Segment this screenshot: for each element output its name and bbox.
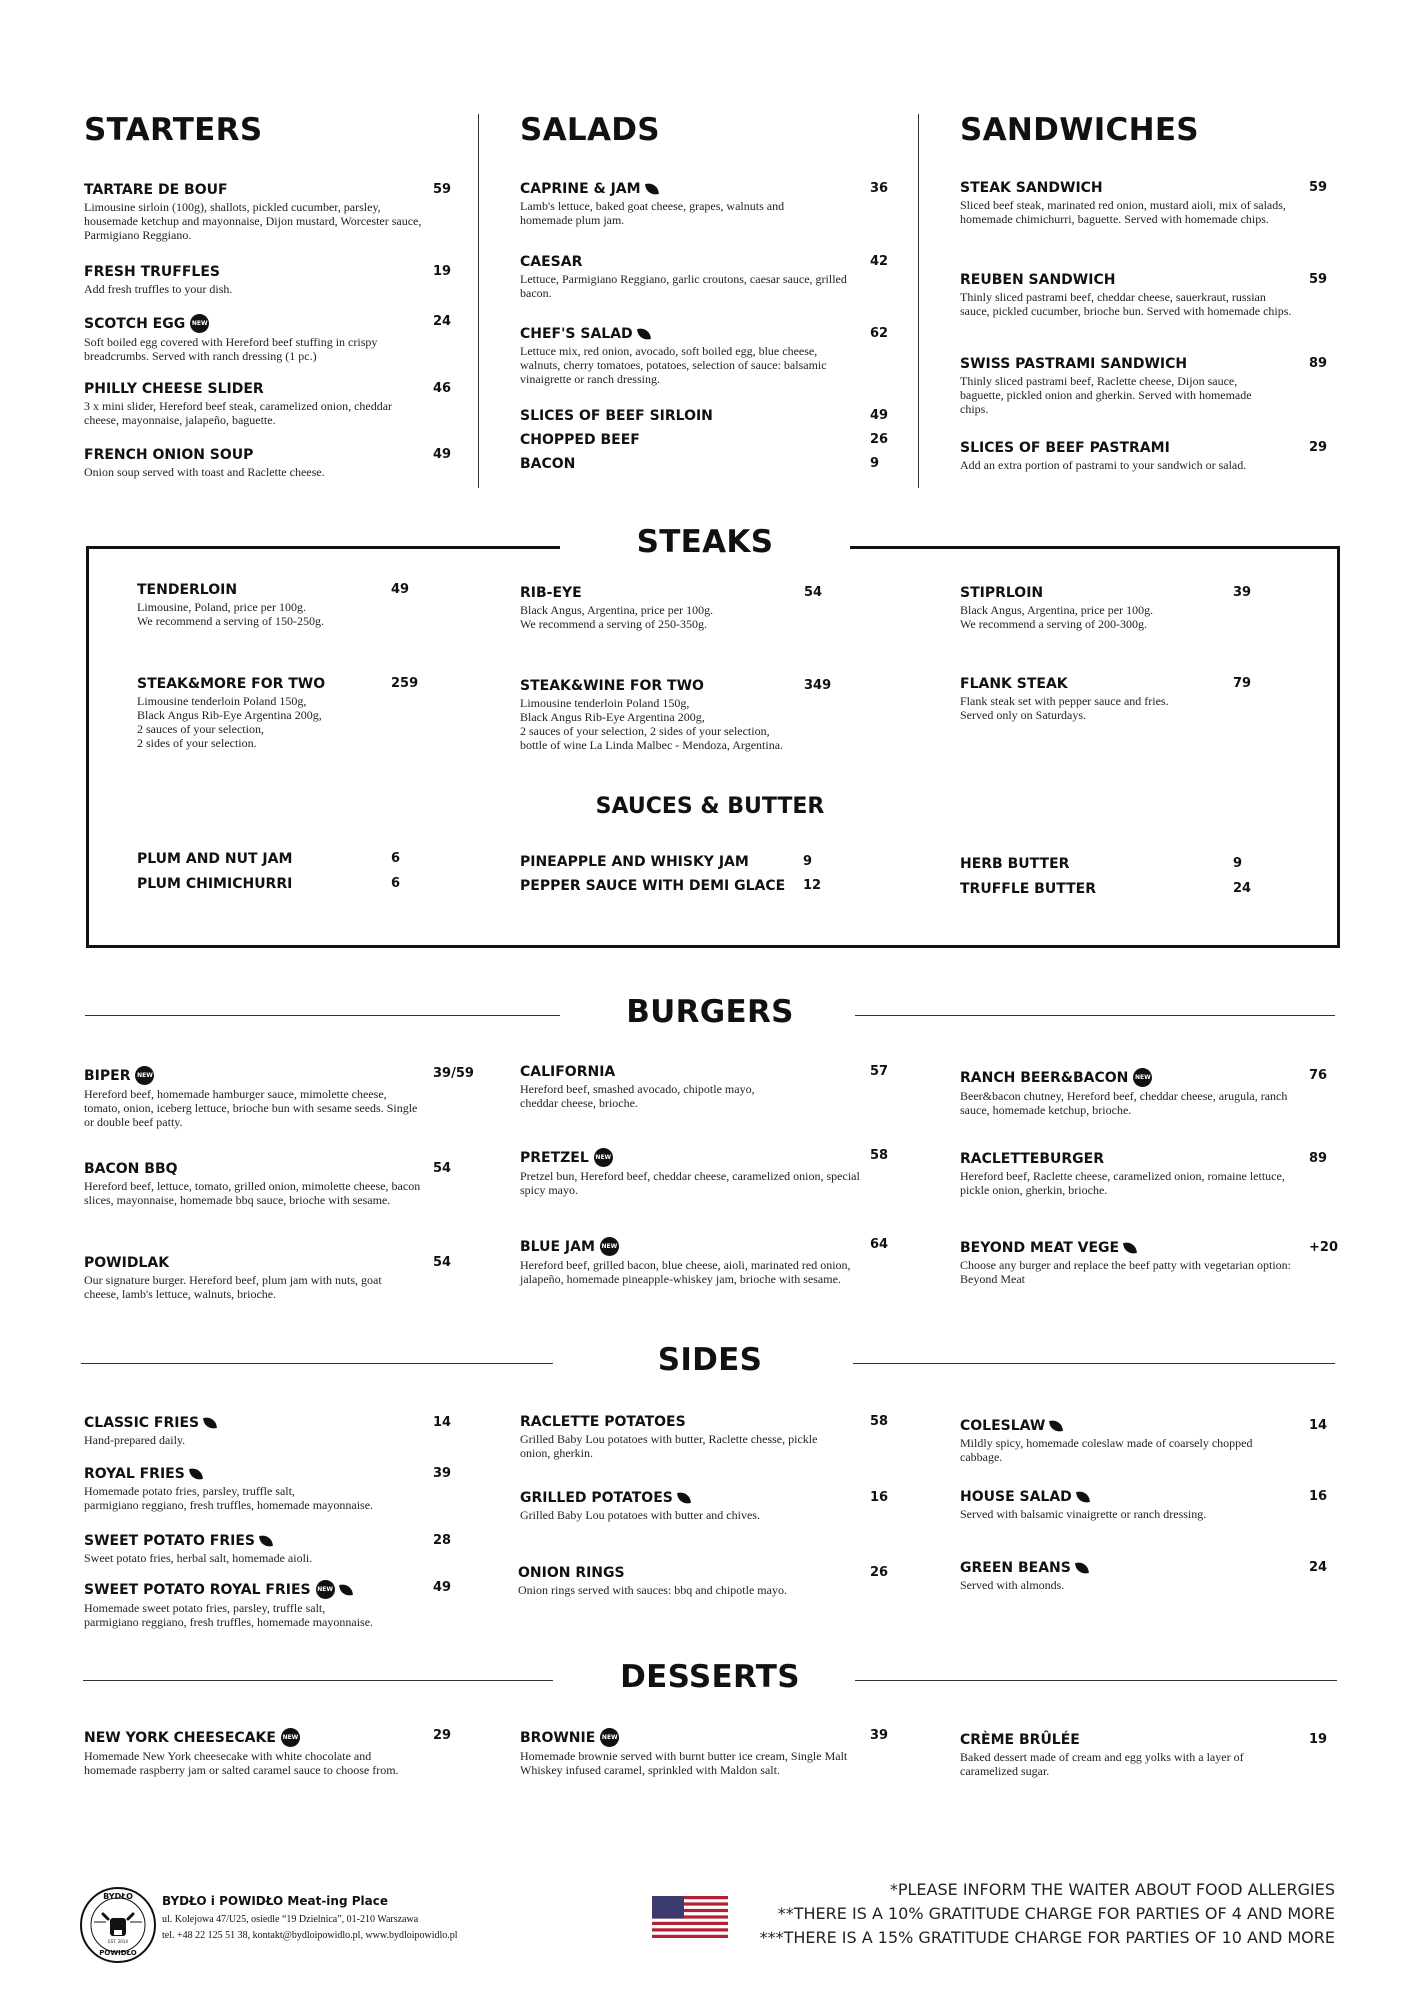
- gratuity-note-10: ***THERE IS A 15% GRATITUDE CHARGE FOR PARTIES OF 10 AND MORE: [759, 1928, 1335, 1947]
- restaurant-address: ul. Kolejowa 47/U25, osiedle “19 Dzielnica”, 01-210 Warszawa: [162, 1914, 419, 1925]
- item-price: 39: [1233, 585, 1252, 600]
- item-name: BROWNIE: [520, 1729, 596, 1746]
- leaf-icon: [1049, 1419, 1063, 1433]
- item-description: Homemade potato fries, parsley, truffle salt, parmigiano reggiano, fresh truffles, homemade mayonnaise.: [84, 1484, 374, 1512]
- item-name: STEAK&MORE FOR TWO: [137, 676, 326, 692]
- item-price: 19: [433, 264, 452, 279]
- item-price: 19: [1309, 1732, 1328, 1747]
- menu-item: [84, 1466, 464, 1512]
- item-price: 349: [804, 678, 832, 693]
- item-name: SWEET POTATO FRIES: [84, 1533, 255, 1549]
- item-name: GRILLED POTATOES: [520, 1490, 673, 1506]
- logo-est-text: EST. 2014: [108, 1939, 128, 1944]
- item-price: 259: [391, 676, 419, 691]
- item-name: BEYOND MEAT VEGE: [960, 1240, 1120, 1256]
- item-description: Lettuce mix, red onion, avocado, soft boiled egg, blue cheese, walnuts, cherry tomatoes, potatoes, selection of sauce: balsamic vinaigrette or ranch dressing.: [520, 344, 827, 386]
- gratuity-note-4: **THERE IS A 10% GRATITUDE CHARGE FOR PARTIES OF 4 AND MORE: [777, 1904, 1335, 1923]
- leaf-icon: [645, 182, 659, 196]
- menu-item: [84, 1580, 464, 1629]
- section-rule: [855, 1680, 1337, 1681]
- menu-item: [960, 1418, 1340, 1464]
- item-description: Mildly spicy, homemade coleslaw made of coarsely chopped cabbage.: [960, 1436, 1253, 1464]
- menu-item: [84, 1533, 464, 1565]
- new-badge-icon: NEW: [600, 1237, 619, 1256]
- item-description: Served with balsamic vinaigrette or ranch dressing.: [960, 1507, 1207, 1521]
- menu-item: [84, 1255, 464, 1301]
- item-description: Sliced beef steak, marinated red onion, mustard aioli, mix of salads, homemade chimichurri, baguette. Served with homemade chips.: [960, 198, 1286, 226]
- menu-item: [520, 408, 889, 424]
- leaf-icon: [637, 327, 651, 341]
- menu-item: [520, 854, 820, 870]
- section-rule: [85, 1015, 560, 1016]
- menu-item: [520, 878, 820, 894]
- menu-item: [520, 456, 885, 472]
- item-price: 59: [433, 182, 452, 197]
- menu-item: [960, 856, 1260, 872]
- menu-item: [960, 881, 1260, 897]
- menu-item: [960, 1240, 1340, 1286]
- item-description: Beer&bacon chutney, Hereford beef, cheddar cheese, arugula, ranch sauce, homemade ketchup, brioche.: [960, 1089, 1288, 1117]
- menu-item: [960, 356, 1330, 416]
- item-name: HERB BUTTER: [960, 856, 1070, 872]
- item-name: HOUSE SALAD: [960, 1489, 1072, 1505]
- item-price: 58: [870, 1148, 889, 1163]
- leaf-icon: [189, 1467, 203, 1481]
- item-description: Served with almonds.: [960, 1578, 1065, 1592]
- item-description: Choose any burger and replace the beef patty with vegetarian option: Beyond Meat: [960, 1258, 1291, 1286]
- menu-item: [84, 1728, 464, 1777]
- leaf-icon: [1076, 1490, 1090, 1504]
- item-description: Pretzel bun, Hereford beef, cheddar cheese, caramelized onion, special spicy mayo.: [520, 1169, 860, 1197]
- menu-item: [960, 1560, 1340, 1592]
- menu-item: [960, 676, 1260, 722]
- item-name: PRETZEL: [520, 1149, 589, 1166]
- item-name: ROYAL FRIES: [84, 1466, 185, 1482]
- item-description: Limousine tenderloin Poland 150g, Black Angus Rib-Eye Argentina 200g, 2 sauces of your selection, 2 sides of your selection, bottle of wine La Linda Malbec - Mendoza, Argentina.: [520, 696, 784, 752]
- menu-item: [520, 1237, 900, 1286]
- item-description: Hereford beef, smashed avocado, chipotle mayo, cheddar cheese, brioche.: [520, 1082, 755, 1110]
- item-price: 24: [1233, 881, 1252, 896]
- item-description: Sweet potato fries, herbal salt, homemade aioli.: [84, 1551, 313, 1565]
- menu-item: [520, 326, 889, 386]
- menu-item: [960, 1068, 1340, 1117]
- item-name: TRUFFLE BUTTER: [960, 881, 1096, 897]
- item-description: Add an extra portion of pastrami to your sandwich or salad.: [960, 458, 1247, 472]
- item-description: Homemade brownie served with burnt butter ice cream, Single Malt Whiskey infused caramel, sprinkled with Maldon salt.: [520, 1749, 848, 1777]
- item-price: 89: [1309, 1151, 1328, 1166]
- section-title-burgers: BURGERS: [626, 994, 794, 1030]
- item-price: 89: [1309, 356, 1328, 371]
- item-price: 9: [870, 456, 880, 471]
- item-description: Thinly sliced pastrami beef, cheddar cheese, sauerkraut, russian sauce, pickled cucumber, brioche bun. Served with homemade chips.: [960, 290, 1292, 318]
- menu-item: [137, 851, 417, 867]
- us-flag-icon: [652, 1896, 728, 1938]
- item-description: Soft boiled egg covered with Hereford beef stuffing in crispy breadcrumbs. Served with ranch dressing (1 pc.): [84, 335, 378, 363]
- item-description: Flank steak set with pepper sauce and fries. Served only on Saturdays.: [960, 694, 1169, 722]
- logo-top-text: BYDŁO: [103, 1892, 133, 1901]
- section-title-desserts: DESSERTS: [620, 1659, 800, 1695]
- menu-item: [520, 1064, 900, 1110]
- item-name: COLESLAW: [960, 1418, 1046, 1434]
- item-price: 62: [870, 326, 889, 341]
- section-rule: [81, 1363, 553, 1364]
- item-price: 36: [870, 181, 889, 196]
- restaurant-logo: [79, 1886, 157, 1964]
- new-badge-icon: NEW: [594, 1148, 613, 1167]
- leaf-icon: [1123, 1241, 1137, 1255]
- item-price: 24: [433, 314, 452, 329]
- allergy-note: *PLEASE INFORM THE WAITER ABOUT FOOD ALLERGIES: [889, 1880, 1335, 1899]
- item-price: 76: [1309, 1068, 1328, 1083]
- restaurant-contact: tel. +48 22 125 51 38, kontakt@bydloipowidlo.pl, www.bydloipowidlo.pl: [162, 1930, 458, 1941]
- menu-item: [137, 876, 417, 892]
- item-price: 26: [870, 432, 889, 447]
- item-price: 28: [433, 1533, 452, 1548]
- section-title-sauces: SAUCES & BUTTER: [595, 794, 825, 819]
- item-description: Lettuce, Parmigiano Reggiano, garlic croutons, caesar sauce, grilled bacon.: [520, 272, 847, 300]
- item-price: 49: [870, 408, 889, 423]
- menu-item: [960, 1732, 1340, 1778]
- menu-item: [960, 1489, 1340, 1521]
- item-description: Hereford beef, Raclette cheese, caramelized onion, romaine lettuce, pickle onion, gherkin, brioche.: [960, 1169, 1285, 1197]
- item-name: BLUE JAM: [520, 1238, 595, 1255]
- item-price: 39/59: [433, 1066, 474, 1081]
- item-price: 16: [870, 1490, 889, 1505]
- item-price: 26: [870, 1565, 889, 1580]
- item-name: BACON: [520, 456, 576, 472]
- item-name: FRENCH ONION SOUP: [84, 447, 254, 463]
- item-name: CRÈME BRÛLÉE: [960, 1732, 1080, 1748]
- item-price: +20: [1309, 1240, 1338, 1255]
- item-name: CHOPPED BEEF: [520, 432, 640, 448]
- menu-item: [520, 1490, 900, 1522]
- menu-item: [520, 585, 823, 631]
- item-description: Limousine tenderloin Poland 150g, Black Angus Rib-Eye Argentina 200g, 2 sauces of your selection, 2 sides of your selection.: [137, 694, 322, 750]
- item-name: SCOTCH EGG: [84, 315, 186, 332]
- item-price: 49: [433, 1580, 452, 1595]
- restaurant-name: BYDŁO i POWIDŁO Meat-ing Place: [162, 1894, 388, 1908]
- item-description: Homemade New York cheesecake with white chocolate and homemade raspberry jam or salted caramel sauce to choose from.: [84, 1749, 399, 1777]
- menu-item: [960, 272, 1330, 318]
- item-name: ONION RINGS: [518, 1565, 625, 1581]
- menu-item: [84, 1415, 464, 1447]
- new-badge-icon: NEW: [135, 1066, 154, 1085]
- new-badge-icon: NEW: [1133, 1068, 1152, 1087]
- item-name: FLANK STEAK: [960, 676, 1068, 692]
- item-price: 79: [1233, 676, 1252, 691]
- item-price: 16: [1309, 1489, 1328, 1504]
- leaf-icon: [259, 1534, 273, 1548]
- item-description: Thinly sliced pastrami beef, Raclette cheese, Dijon sauce, baguette, pickled onion and gherkin. Served with homemade chips.: [960, 374, 1252, 416]
- item-name: PEPPER SAUCE WITH DEMI GLACE: [520, 878, 786, 894]
- item-price: 29: [433, 1728, 452, 1743]
- item-name: CLASSIC FRIES: [84, 1415, 200, 1431]
- item-name: STEAK SANDWICH: [960, 180, 1103, 196]
- item-name: RANCH BEER&BACON: [960, 1069, 1129, 1086]
- item-description: Black Angus, Argentina, price per 100g. We recommend a serving of 200-300g.: [960, 603, 1154, 631]
- logo-bottom-text: POWIDŁO: [99, 1949, 137, 1957]
- item-price: 54: [433, 1255, 452, 1270]
- leaf-icon: [677, 1491, 691, 1505]
- item-name: STEAK&WINE FOR TWO: [520, 678, 704, 694]
- section-rule: [855, 1015, 1335, 1016]
- section-title-starters: STARTERS: [84, 112, 263, 148]
- menu-item: [520, 254, 889, 300]
- menu-item: [84, 1066, 484, 1129]
- menu-item: [84, 314, 452, 363]
- item-description: Lamb's lettuce, baked goat cheese, grapes, walnuts and homemade plum jam.: [520, 199, 785, 227]
- item-description: Add fresh truffles to your dish.: [84, 282, 233, 296]
- item-description: 3 x mini slider, Hereford beef steak, caramelized onion, cheddar cheese, mayonnaise, jalapeño, baguette.: [84, 399, 393, 427]
- item-description: Limousine, Poland, price per 100g. We recommend a serving of 150-250g.: [137, 600, 324, 628]
- menu-item: [960, 585, 1260, 631]
- menu-item: [84, 1161, 464, 1207]
- item-price: 49: [433, 447, 452, 462]
- item-name: TENDERLOIN: [137, 582, 238, 598]
- item-description: Onion soup served with toast and Raclette cheese.: [84, 465, 325, 479]
- menu-item: [84, 182, 452, 242]
- item-name: TARTARE DE BOUF: [84, 182, 228, 198]
- section-rule: [853, 1363, 1335, 1364]
- item-price: 64: [870, 1237, 889, 1252]
- menu-item: [520, 432, 889, 448]
- item-price: 24: [1309, 1560, 1328, 1575]
- item-price: 54: [804, 585, 823, 600]
- item-price: 46: [433, 381, 452, 396]
- item-name: SLICES OF BEEF PASTRAMI: [960, 440, 1170, 456]
- menu-item: [137, 676, 427, 750]
- new-badge-icon: NEW: [281, 1728, 300, 1747]
- item-name: RACLETTE POTATOES: [520, 1414, 686, 1430]
- item-name: RACLETTEBURGER: [960, 1151, 1105, 1167]
- item-name: SWISS PASTRAMI SANDWICH: [960, 356, 1188, 372]
- menu-item: [960, 440, 1330, 472]
- section-title-steaks: STEAKS: [560, 524, 850, 560]
- leaf-icon: [203, 1416, 217, 1430]
- item-description: Hand-prepared daily.: [84, 1433, 186, 1447]
- item-price: 14: [433, 1415, 452, 1430]
- item-description: Hereford beef, lettuce, tomato, grilled onion, mimolette cheese, bacon slices, mayonnaise, homemade bbq sauce, brioche with sesame.: [84, 1179, 421, 1207]
- item-name: STIPRLOIN: [960, 585, 1044, 601]
- item-name: CHEF'S SALAD: [520, 326, 633, 342]
- item-price: 14: [1309, 1418, 1328, 1433]
- section-title-sandwiches: SANDWICHES: [960, 112, 1199, 148]
- item-name: PLUM CHIMICHURRI: [137, 876, 293, 892]
- item-name: CAESAR: [520, 254, 583, 270]
- menu-item: [520, 1414, 900, 1460]
- item-name: FRESH TRUFFLES: [84, 264, 220, 280]
- item-price: 59: [1309, 180, 1328, 195]
- item-description: Our signature burger. Hereford beef, plum jam with nuts, goat cheese, lamb's lettuce, walnuts, brioche.: [84, 1273, 382, 1301]
- item-description: Hereford beef, grilled bacon, blue cheese, aioli, marinated red onion, jalapeño, homemade pineapple-whiskey jam, brioche with sesame.: [520, 1258, 851, 1286]
- menu-item: [960, 1151, 1340, 1197]
- column-divider: [478, 114, 479, 488]
- item-name: SLICES OF BEEF SIRLOIN: [520, 408, 713, 424]
- item-name: PHILLY CHEESE SLIDER: [84, 381, 264, 397]
- item-name: REUBEN SANDWICH: [960, 272, 1116, 288]
- item-price: 9: [1233, 856, 1243, 871]
- item-price: 29: [1309, 440, 1328, 455]
- item-name: GREEN BEANS: [960, 1560, 1071, 1576]
- item-description: Baked dessert made of cream and egg yolks with a layer of caramelized sugar.: [960, 1750, 1244, 1778]
- menu-item: [520, 678, 850, 752]
- item-name: BACON BBQ: [84, 1161, 178, 1177]
- item-name: POWIDLAK: [84, 1255, 170, 1271]
- item-name: RIB-EYE: [520, 585, 582, 601]
- item-price: 9: [803, 854, 813, 869]
- menu-item: [520, 181, 889, 227]
- item-description: Limousine sirloin (100g), shallots, pickled cucumber, parsley, housemade ketchup and mayonnaise, Dijon mustard, Worcester sauce, Parmigiano Reggiano.: [84, 200, 422, 242]
- menu-item: [520, 1148, 900, 1197]
- item-price: 58: [870, 1414, 889, 1429]
- new-badge-icon: NEW: [600, 1728, 619, 1747]
- item-name: CAPRINE & JAM: [520, 181, 641, 197]
- leaf-icon: [339, 1583, 353, 1597]
- item-description: Black Angus, Argentina, price per 100g. We recommend a serving of 250-350g.: [520, 603, 714, 631]
- section-rule: [83, 1680, 553, 1681]
- item-price: 59: [1309, 272, 1328, 287]
- item-name: PLUM AND NUT JAM: [137, 851, 293, 867]
- item-name: PINEAPPLE AND WHISKY JAM: [520, 854, 749, 870]
- leaf-icon: [1075, 1561, 1089, 1575]
- item-name: SWEET POTATO ROYAL FRIES: [84, 1581, 311, 1598]
- item-description: Grilled Baby Lou potatoes with butter, Raclette chesse, pickle onion, gherkin.: [520, 1432, 818, 1460]
- item-price: 6: [391, 851, 401, 866]
- column-divider: [918, 114, 919, 488]
- menu-item: [518, 1565, 898, 1597]
- item-price: 6: [391, 876, 401, 891]
- menu-item: [520, 1728, 900, 1777]
- new-badge-icon: NEW: [190, 314, 209, 333]
- item-price: 39: [870, 1728, 889, 1743]
- item-name: BIPER: [84, 1067, 131, 1084]
- item-description: Onion rings served with sauces: bbq and chipotle mayo.: [518, 1583, 787, 1597]
- item-description: Homemade sweet potato fries, parsley, truffle salt, parmigiano reggiano, fresh truffles, homemade mayonnaise.: [84, 1601, 374, 1629]
- menu-item: [84, 381, 452, 427]
- item-name: NEW YORK CHEESECAKE: [84, 1729, 276, 1746]
- item-price: 54: [433, 1161, 452, 1176]
- menu-item: [84, 264, 452, 296]
- section-title-sides: SIDES: [657, 1342, 763, 1378]
- menu-item: [84, 447, 452, 479]
- item-price: 12: [803, 878, 822, 893]
- menu-item: [137, 582, 427, 628]
- item-price: 39: [433, 1466, 452, 1481]
- item-price: 57: [870, 1064, 889, 1079]
- new-badge-icon: NEW: [316, 1580, 335, 1599]
- item-name: CALIFORNIA: [520, 1064, 616, 1080]
- item-price: 49: [391, 582, 410, 597]
- item-description: Hereford beef, homemade hamburger sauce, mimolette cheese, tomato, onion, iceberg lettuce, brioche bun with sesame seeds. Single or double beef patty.: [84, 1087, 418, 1129]
- section-title-salads: SALADS: [520, 112, 660, 148]
- menu-item: [960, 180, 1330, 226]
- item-price: 42: [870, 254, 889, 269]
- item-description: Grilled Baby Lou potatoes with butter and chives.: [520, 1508, 760, 1522]
